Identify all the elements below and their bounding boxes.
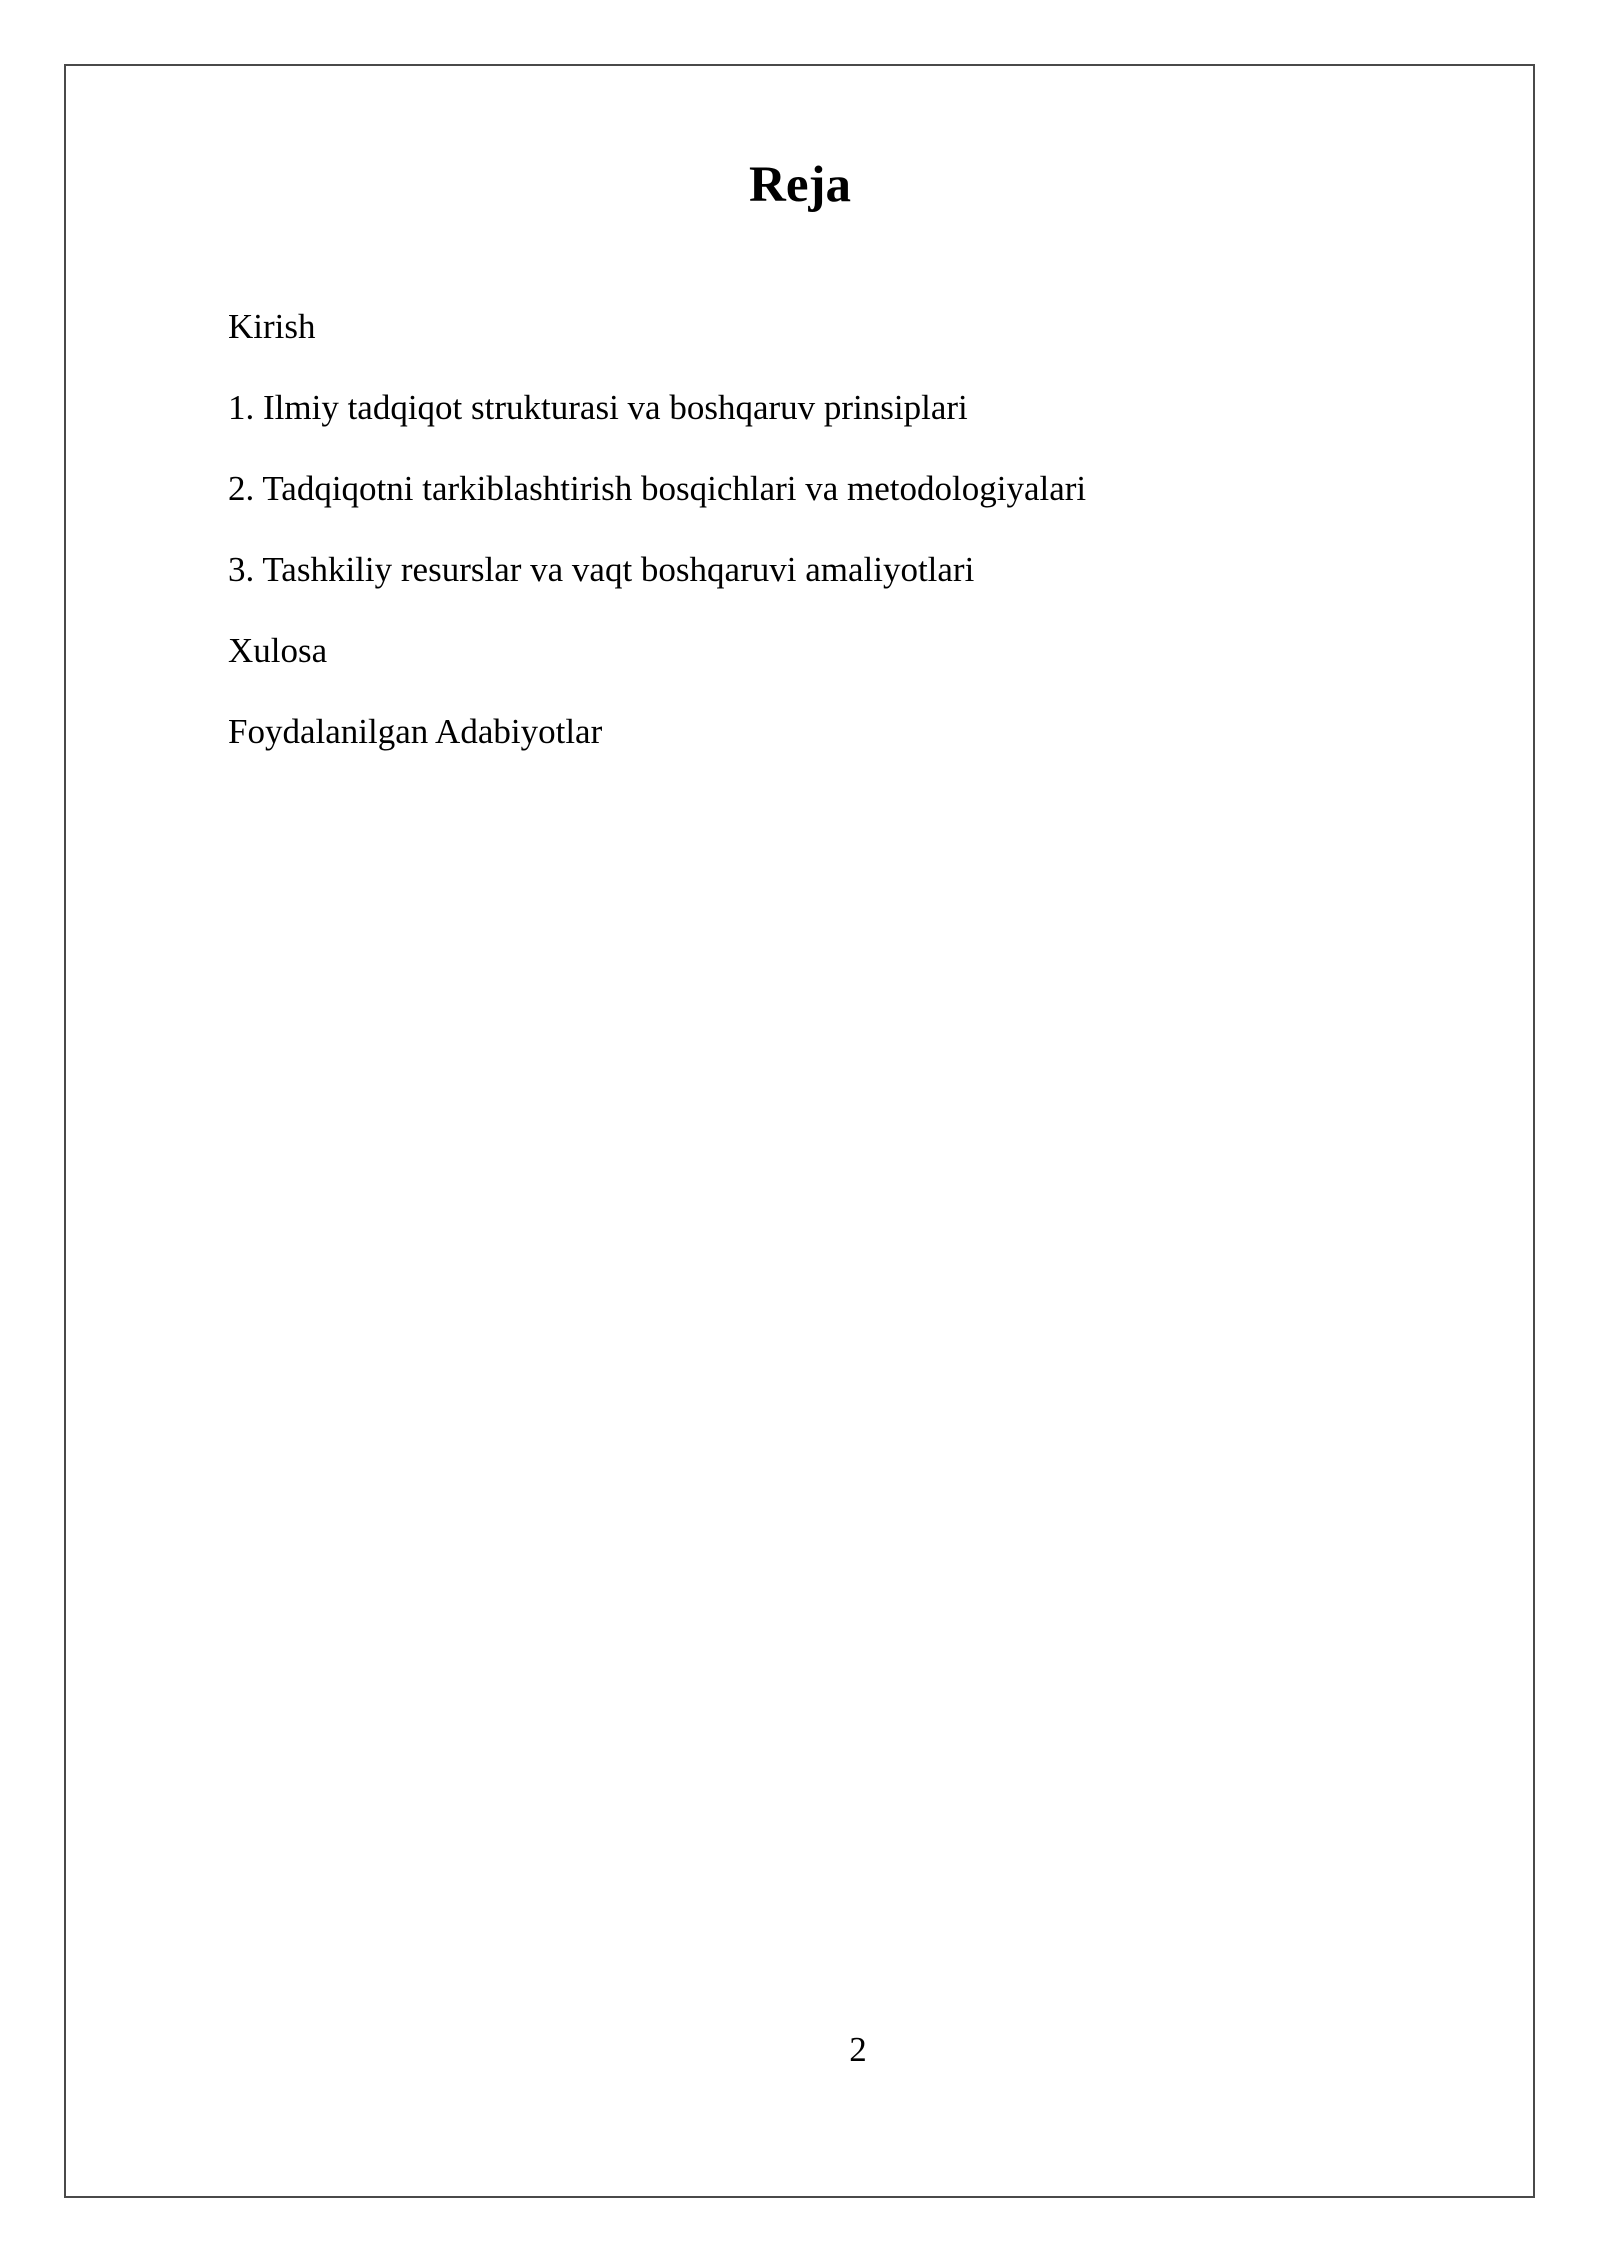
toc-item-conclusion: Xulosa	[228, 631, 328, 670]
page-title: Reja	[749, 157, 851, 213]
toc-item-chapter-1: 1. Ilmiy tadqiqot strukturasi va boshqaruv prinsiplari	[228, 388, 968, 427]
toc-item-references: Foydalanilgan Adabiyotlar	[228, 712, 603, 751]
toc-item-chapter-3: 3. Tashkiliy resurslar va vaqt boshqaruvi amaliyotlari	[228, 550, 975, 589]
page-number: 2	[849, 2030, 867, 2069]
toc-item-chapter-2: 2. Tadqiqotni tarkiblashtirish bosqichlari va metodologiyalari	[228, 469, 1087, 508]
toc-item-introduction: Kirish	[228, 307, 316, 346]
table-of-contents	[228, 286, 1086, 772]
